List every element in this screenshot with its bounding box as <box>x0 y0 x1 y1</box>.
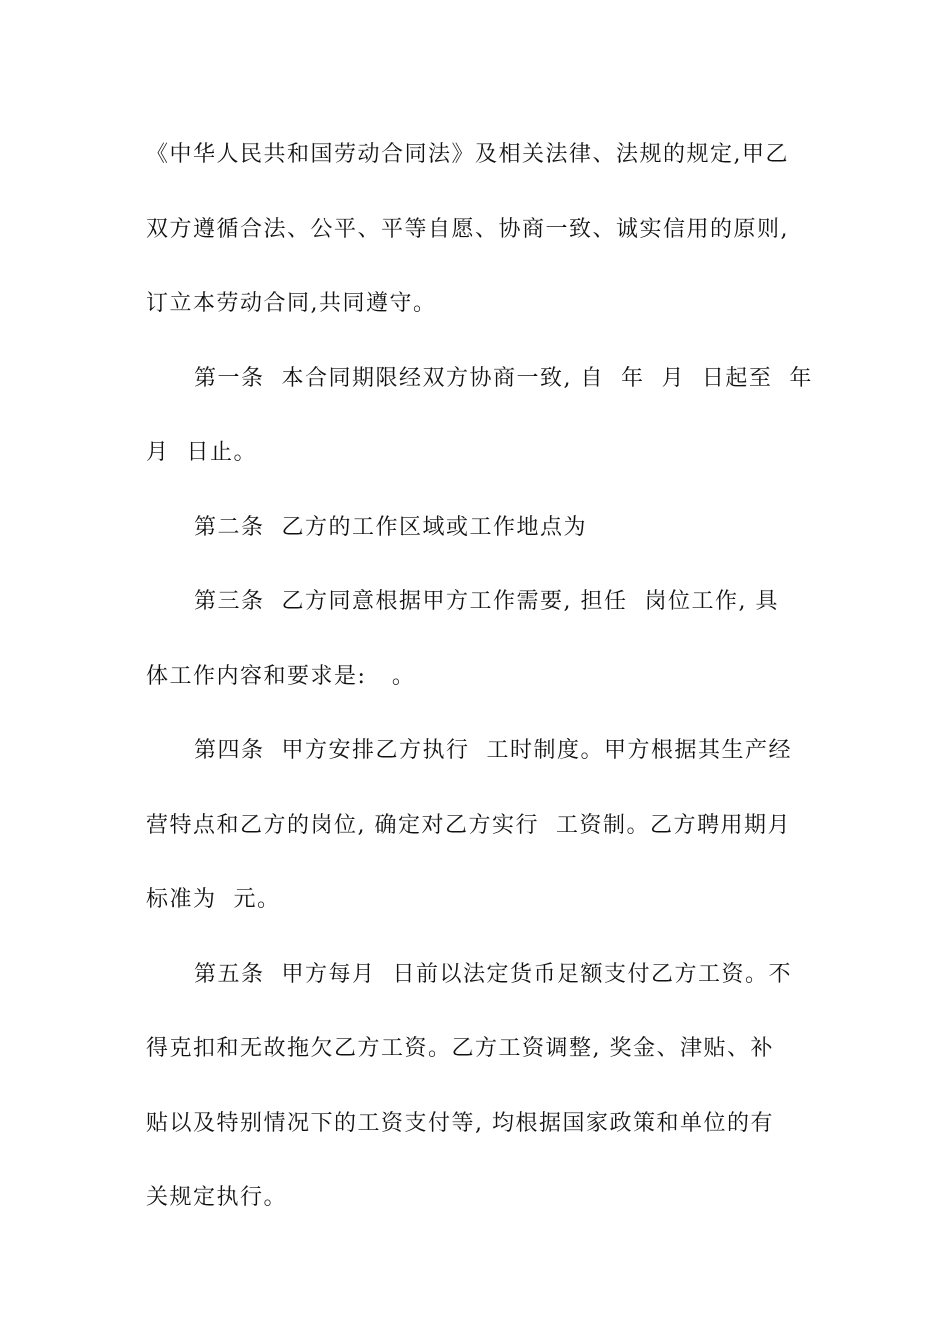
intro-line-3: 订立本劳动合同,共同遵守。 <box>146 291 437 316</box>
article-2-line-1: 第二条 乙方的工作区域或工作地点为 <box>194 515 587 540</box>
article-4-line-3: 标准为 元。 <box>146 887 281 912</box>
article-1-line-1: 第一条 本合同期限经双方协商一致, 自 年 月 日起至 年 <box>194 366 813 391</box>
article-3-line-1: 第三条 乙方同意根据甲方工作需要, 担任 岗位工作, 具 <box>194 589 779 614</box>
intro-line-1: 《中华人民共和国劳动合同法》及相关法律、法规的规定,甲乙 <box>146 142 789 167</box>
article-3-line-2: 体工作内容和要求是: 。 <box>146 664 416 689</box>
article-1-line-2: 月 日止。 <box>146 440 257 465</box>
article-5-line-1: 第五条 甲方每月 日前以法定货币足额支付乙方工资。不 <box>194 962 792 987</box>
article-5-line-2: 得克扣和无故拖欠乙方工资。乙方工资调整, 奖金、津贴、补 <box>146 1036 774 1061</box>
article-5-line-3: 贴以及特别情况下的工资支付等, 均根据国家政策和单位的有 <box>146 1111 774 1136</box>
article-4-line-1: 第四条 甲方安排乙方执行 工时制度。甲方根据其生产经 <box>194 738 792 763</box>
article-5-line-4: 关规定执行。 <box>146 1185 288 1210</box>
intro-line-2: 双方遵循合法、公平、平等自愿、协商一致、诚实信用的原则, <box>146 217 789 242</box>
article-4-line-2: 营特点和乙方的岗位, 确定对乙方实行 工资制。乙方聘用期月 <box>146 813 791 838</box>
